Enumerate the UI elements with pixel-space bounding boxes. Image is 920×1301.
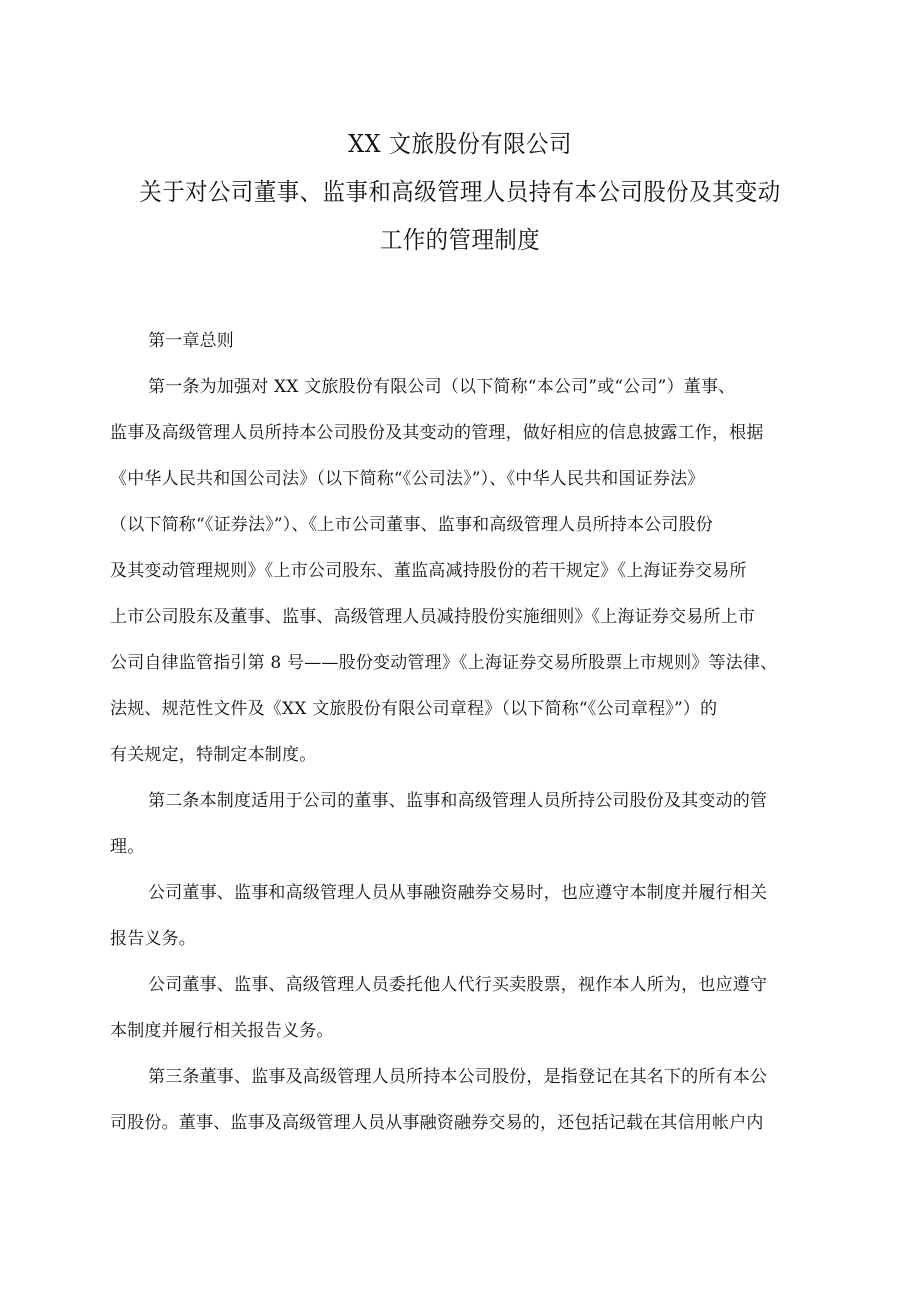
- article-3-line: 第三条董事、监事及高级管理人员所持本公司股份，是指登记在其名下的所有本公: [148, 1067, 768, 1087]
- paragraph-line: 本制度并履行相关报告义务。: [110, 1021, 334, 1041]
- title-line-subject-cont: 工作的管理制度: [379, 226, 541, 254]
- article-1-line: 上市公司股东及董事、监事、高级管理人员减持股份实施细则》《上海证券交易所上市: [110, 607, 756, 627]
- document-body: [110, 318, 810, 1146]
- paragraph-line: 报告义务。: [110, 929, 196, 949]
- article-1-line: 《中华人民共和国公司法》（以下简称“《公司法》”）、《中华人民共和国证券法》: [110, 469, 705, 489]
- article-2-line: 第二条本制度适用于公司的董事、监事和高级管理人员所持公司股份及其变动的管: [148, 791, 768, 811]
- chapter-heading: 第一章总则: [148, 331, 234, 351]
- article-3-line: 司股份。董事、监事及高级管理人员从事融资融券交易的，还包括记载在其信用帐户内: [110, 1113, 764, 1133]
- article-1-line: 有关规定，特制定本制度。: [110, 745, 317, 765]
- title-line-company: XX 文旅股份有限公司: [348, 130, 572, 158]
- paragraph-line: 公司董事、监事、高级管理人员委托他人代行买卖股票，视作本人所为，也应遵守: [148, 975, 768, 995]
- article-2-line: 理。: [110, 837, 145, 857]
- document-title: [0, 120, 920, 264]
- article-1-line: 及其变动管理规则》《上市公司股东、董监高减持股份的若干规定》《上海证券交易所: [110, 561, 747, 581]
- article-2-para-proxy-trading: [110, 962, 810, 1054]
- article-3: [110, 1054, 810, 1146]
- article-1-line: 公司自律监管指引第 8 号——股份变动管理》《上海证券交易所股票上市规则》等法律、: [110, 653, 778, 673]
- title-line-subject: 关于对公司董事、监事和高级管理人员持有本公司股份及其变动: [139, 178, 781, 206]
- article-1-line: 法规、规范性文件及《XX 文旅股份有限公司章程》（以下简称“《公司章程》”）的: [110, 699, 718, 719]
- article-1-line: 第一条为加强对 XX 文旅股份有限公司（以下简称“本公司”或“公司”）董事、: [148, 377, 736, 397]
- article-1: [110, 364, 810, 778]
- article-1-line: 监事及高级管理人员所持本公司股份及其变动的管理，做好相应的信息披露工作，根据: [110, 423, 764, 443]
- article-2-para-margin-trading: [110, 870, 810, 962]
- paragraph-line: 公司董事、监事和高级管理人员从事融资融券交易时，也应遵守本制度并履行相关: [148, 883, 768, 903]
- article-2: [110, 778, 810, 870]
- article-1-line: （以下简称“《证券法》”）、《上市公司董事、监事和高级管理人员所持本公司股份: [110, 515, 713, 535]
